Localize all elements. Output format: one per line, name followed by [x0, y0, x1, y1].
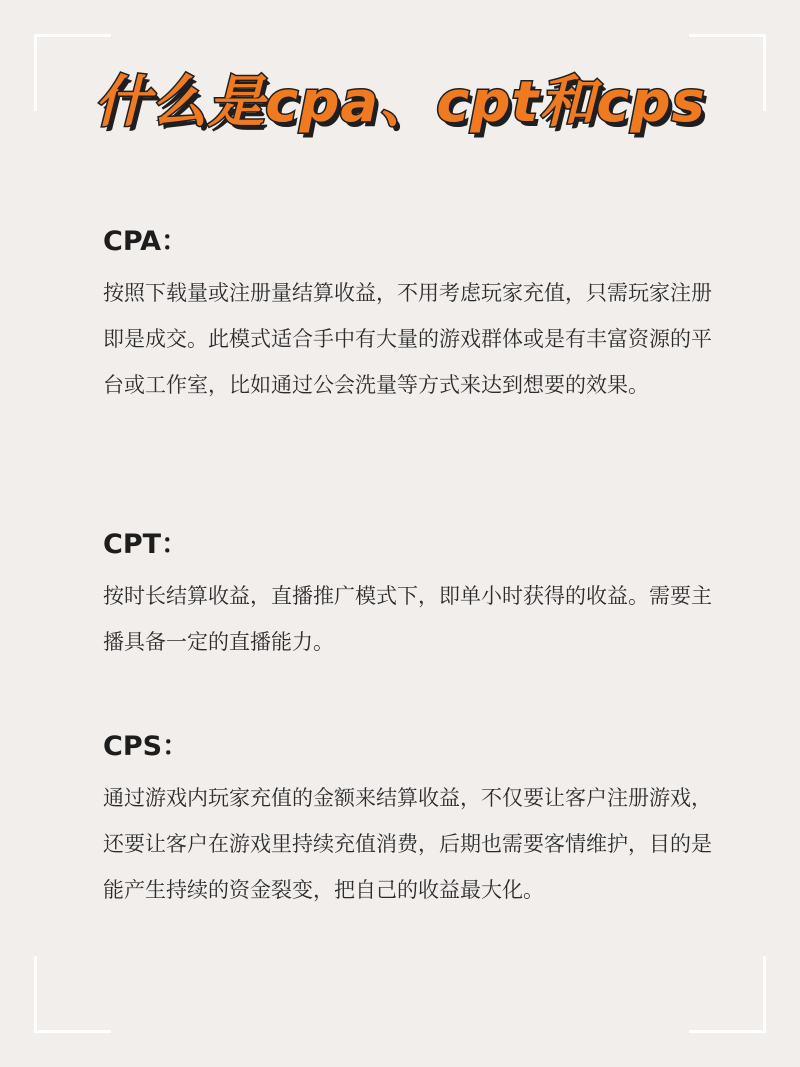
section-heading-cpt: CPT： — [103, 529, 189, 560]
section-heading-cps: CPS： — [103, 731, 190, 762]
section-cpt — [103, 529, 723, 665]
section-cpa — [103, 226, 723, 408]
frame-corner-bottom-right — [689, 956, 766, 1033]
section-heading-cpa: CPA： — [103, 226, 189, 257]
section-body-cps: 通过游戏内玩家充值的金额来结算收益，不仅要让客户注册游戏，还要让客户在游戏里持续充值消费，后期也需要客情维护，目的是能产生持续的资金裂变，把自己的收益最大化。 — [103, 786, 712, 902]
page-title: 什么是cpa、cpt和cps — [94, 70, 706, 135]
section-body-cpa: 按照下载量或注册量结算收益，不用考虑玩家充值，只需玩家注册即是成交。此模式适合手中有大量的游戏群体或是有丰富资源的平台或工作室，比如通过公会洗量等方式来达到想要的效果。 — [103, 281, 712, 397]
section-cps — [103, 731, 723, 913]
frame-corner-bottom-left — [34, 956, 111, 1033]
section-body-cpt: 按时长结算收益，直播推广模式下，即单小时获得的收益。需要主播具备一定的直播能力。 — [103, 584, 712, 654]
